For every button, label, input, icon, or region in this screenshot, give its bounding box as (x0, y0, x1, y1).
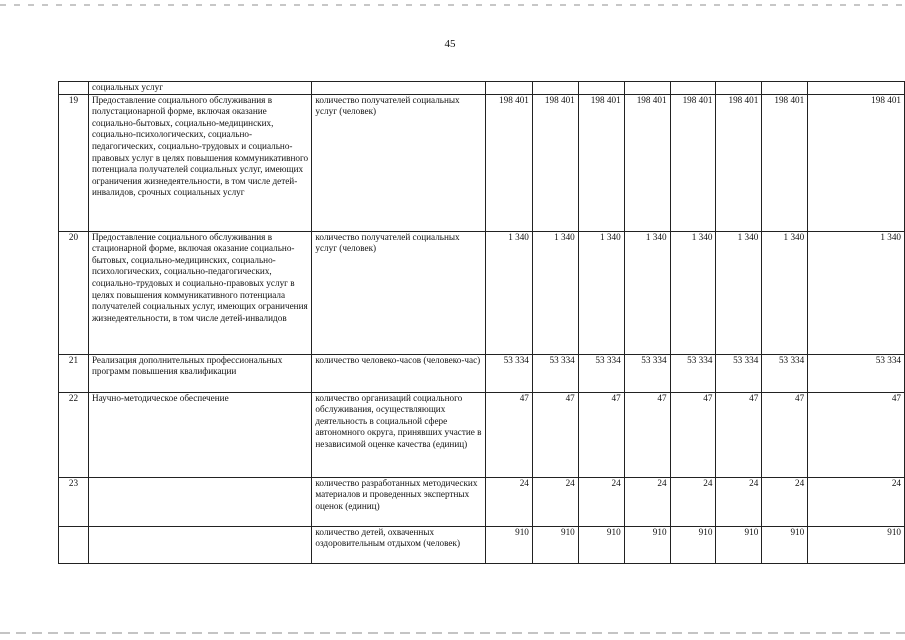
row-value: 1 340 (485, 231, 532, 354)
row-value: 53 334 (716, 354, 762, 392)
row-value: 910 (532, 526, 578, 563)
row-value: 1 340 (532, 231, 578, 354)
row-indicator: количество получателей социальных услуг (человек) (312, 231, 486, 354)
row-value: 198 401 (624, 94, 670, 231)
page-number: 45 (444, 38, 456, 50)
row-indicator (312, 82, 486, 95)
row-value: 910 (624, 526, 670, 563)
row-value: 1 340 (716, 231, 762, 354)
row-value: 910 (670, 526, 716, 563)
scan-edge-top (0, 4, 905, 6)
row-value: 198 401 (670, 94, 716, 231)
row-value: 24 (624, 477, 670, 526)
row-value (808, 82, 905, 95)
row-value (670, 82, 716, 95)
row-description: Предоставление социального обслуживания в полустационарной форме, включая оказание социально-бытовых, социально-медицинских, социально-психологических, социально-педагогических, социально-трудовых и социально-правовых услуг в целях повышения коммуникативного потенциала получателей социальных услуг, имеющих ограничения жизнедеятельности, в том числе детей-инвалидов, срочных социальных услуг (88, 94, 311, 231)
row-value: 24 (716, 477, 762, 526)
row-indicator: количество получателей социальных услуг (человек) (312, 94, 486, 231)
row-value: 53 334 (578, 354, 624, 392)
row-value: 53 334 (808, 354, 905, 392)
row-value: 47 (624, 392, 670, 477)
row-description: Научно-методическое обеспечение (88, 392, 311, 477)
row-description: социальных услуг (88, 82, 311, 95)
row-value: 24 (532, 477, 578, 526)
row-value: 198 401 (532, 94, 578, 231)
row-value: 47 (670, 392, 716, 477)
row-value: 53 334 (532, 354, 578, 392)
row-value: 47 (808, 392, 905, 477)
row-number (59, 526, 89, 563)
service-table (58, 81, 905, 564)
row-value: 910 (762, 526, 808, 563)
row-number: 22 (59, 392, 89, 477)
row-value: 910 (716, 526, 762, 563)
row-value: 47 (762, 392, 808, 477)
row-value: 24 (808, 477, 905, 526)
row-description (88, 526, 311, 563)
row-value: 198 401 (716, 94, 762, 231)
row-value: 53 334 (485, 354, 532, 392)
row-value: 24 (485, 477, 532, 526)
row-value: 47 (532, 392, 578, 477)
table-row (59, 94, 905, 231)
row-value (624, 82, 670, 95)
row-value (532, 82, 578, 95)
row-value (716, 82, 762, 95)
row-value: 198 401 (485, 94, 532, 231)
row-value: 47 (485, 392, 532, 477)
row-value: 910 (578, 526, 624, 563)
row-number: 20 (59, 231, 89, 354)
row-value (762, 82, 808, 95)
row-value: 47 (578, 392, 624, 477)
row-description: Реализация дополнительных профессиональных программ повышения квалификации (88, 354, 311, 392)
row-value: 24 (670, 477, 716, 526)
row-value: 198 401 (762, 94, 808, 231)
row-description: Предоставление социального обслуживания в стационарной форме, включая оказание социально-бытовых, социально-медицинских, социально-психологических, социально-педагогических, социально-трудовых и социально-правовых услуг в целях повышения коммуникативного потенциала получателей социальных услуг, имеющих ограничения жизнедеятельности, в том числе детей-инвалидов (88, 231, 311, 354)
row-value (485, 82, 532, 95)
row-value: 53 334 (624, 354, 670, 392)
row-indicator: количество детей, охваченных оздоровительным отдыхом (человек) (312, 526, 486, 563)
row-value: 47 (716, 392, 762, 477)
scan-edge-bottom (0, 632, 905, 634)
row-value: 24 (578, 477, 624, 526)
row-value: 1 340 (762, 231, 808, 354)
row-value: 53 334 (670, 354, 716, 392)
row-indicator: количество человеко-часов (человеко-час) (312, 354, 486, 392)
row-number: 21 (59, 354, 89, 392)
row-value: 198 401 (578, 94, 624, 231)
table-row (59, 231, 905, 354)
table-row (59, 82, 905, 95)
row-number: 19 (59, 94, 89, 231)
row-value: 1 340 (624, 231, 670, 354)
row-value: 1 340 (670, 231, 716, 354)
row-value: 910 (808, 526, 905, 563)
row-value (578, 82, 624, 95)
table-row (59, 354, 905, 392)
row-number (59, 82, 89, 95)
table-row (59, 477, 905, 526)
row-description (88, 477, 311, 526)
row-value: 24 (762, 477, 808, 526)
row-indicator: количество организаций социального обслуживания, осуществляющих деятельность в социальной сфере автономного округа, принявших участие в независимой оценке качества (единиц) (312, 392, 486, 477)
row-indicator: количество разработанных методических материалов и проведенных экспертных оценок (единиц) (312, 477, 486, 526)
table-row (59, 392, 905, 477)
row-value: 910 (485, 526, 532, 563)
row-value: 1 340 (578, 231, 624, 354)
row-value: 1 340 (808, 231, 905, 354)
row-number: 23 (59, 477, 89, 526)
row-value: 198 401 (808, 94, 905, 231)
row-value: 53 334 (762, 354, 808, 392)
table-row (59, 526, 905, 563)
